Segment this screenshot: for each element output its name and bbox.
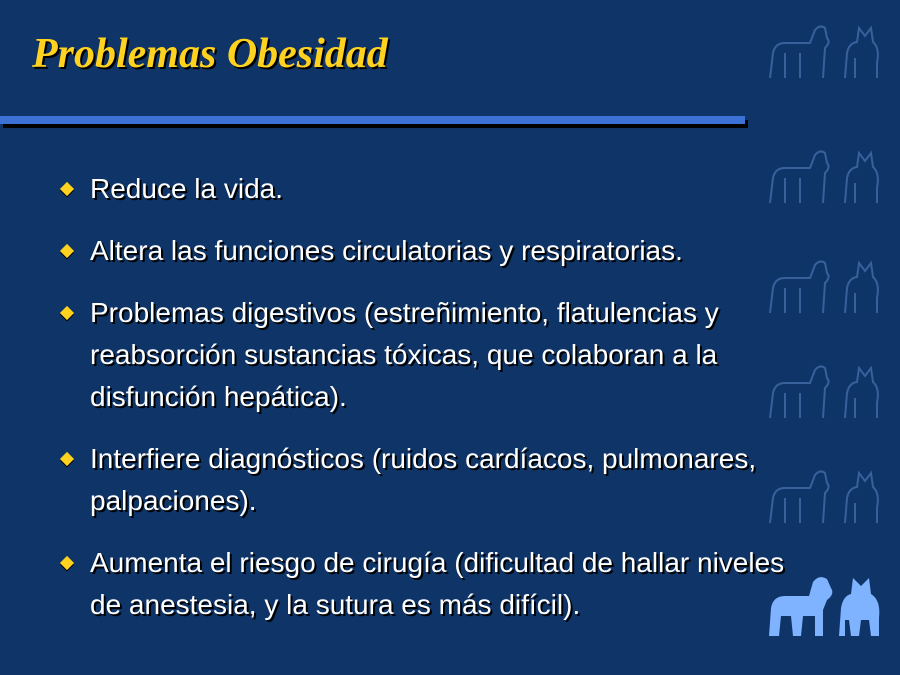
bullet-item [60,168,795,210]
diamond-bullet-icon [60,556,74,570]
diamond-bullet-icon [60,452,74,466]
bullet-item [60,542,795,626]
bullet-item [60,438,795,522]
bullet-text: Problemas digestivos (estreñimiento, flatulencias y reabsorción sustancias tóxicas, que colaboran a la disfunción hepática). [90,297,719,412]
diamond-bullet-icon [60,182,74,196]
dog-cat-outline-icon [765,18,885,88]
diamond-bullet-icon [60,244,74,258]
diamond-bullet-icon [60,306,74,320]
title-underline [0,116,745,124]
bullet-item [60,292,795,418]
dog-cat-silhouette-icon [765,570,885,640]
bullet-list [60,168,795,646]
pet-decoration-column [765,18,890,648]
bullet-text: Interfiere diagnósticos (ruidos cardíacos, pulmonares, palpaciones). [90,443,757,516]
bullet-text: Altera las funciones circulatorias y respiratorias. [90,235,683,266]
dog-cat-outline-icon [765,463,885,533]
slide-title: Problemas Obesidad [32,31,388,77]
bullet-text: Aumenta el riesgo de cirugía (dificultad de hallar niveles de anestesia, y la sutura es más difícil). [90,547,785,620]
dog-cat-outline-icon [765,253,885,323]
dog-cat-outline-icon [765,143,885,213]
dog-cat-outline-icon [765,358,885,428]
bullet-item [60,230,795,272]
bullet-text: Reduce la vida. [90,173,284,204]
